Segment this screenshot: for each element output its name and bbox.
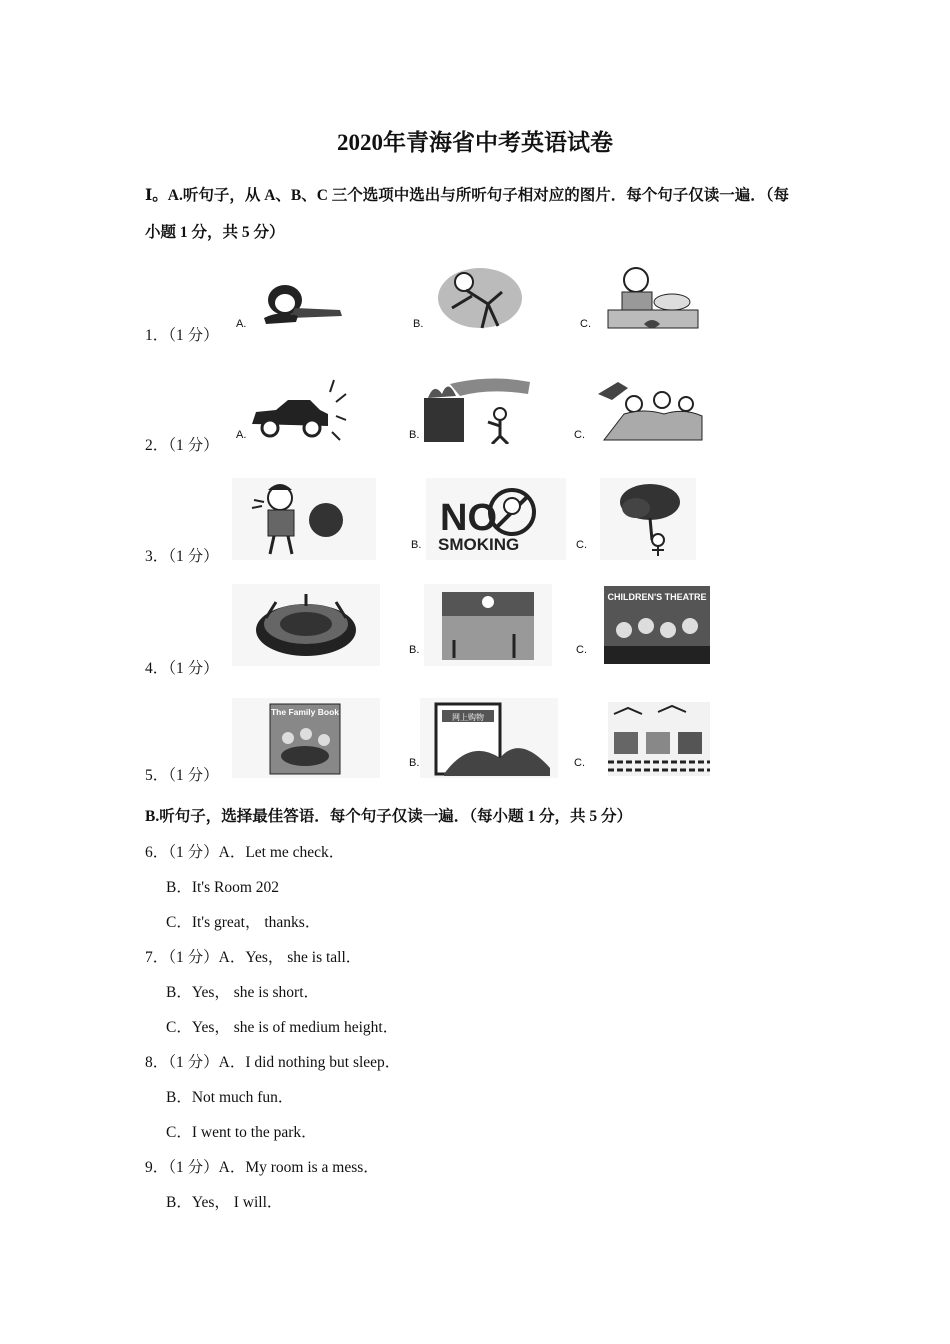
smoking-text: SMOKING	[438, 535, 520, 554]
coughing-person-icon	[232, 478, 376, 560]
q9-option-a: 9．（1 分）A．My room is a mess．	[145, 1159, 379, 1176]
family-book-icon	[232, 698, 380, 778]
house-fire-icon	[420, 374, 532, 444]
question-2-number: 2．（1 分）	[145, 437, 219, 454]
question-1-number: 1．（1 分）	[145, 327, 219, 344]
question-4-number: 4．（1 分）	[145, 660, 219, 677]
section-a-instruction-line1: Ⅰ。A.听句子，从 A、B、C 三个选项中选出与所听句子相对应的图片．每个句子仅读一遍．（每	[145, 187, 790, 204]
q1-option-a-label: A.	[236, 318, 247, 330]
q8-option-b: B．Not much fun．	[166, 1089, 294, 1106]
q3-option-c-label: C.	[576, 539, 587, 551]
no-text: NO	[440, 497, 497, 539]
q7-option-a: 7．（1 分）A．Yes， she is tall．	[145, 949, 362, 966]
question-3-number: 3．（1 分）	[145, 548, 219, 565]
q9-option-b: B．Yes， I will．	[166, 1194, 283, 1211]
football-field-icon	[424, 584, 552, 666]
q4-option-b-label: B.	[409, 644, 420, 656]
smoke-cloud-icon	[600, 478, 696, 560]
q5-option-b-label: B.	[409, 757, 420, 769]
section-b-instruction: B.听句子，选择最佳答语．每个句子仅读一遍．（每小题 1 分，共 5 分）	[145, 808, 632, 825]
q8-option-c: C．I went to the park．	[166, 1124, 317, 1141]
childrens-theatre-icon	[604, 586, 710, 664]
market-scene-icon	[608, 702, 710, 776]
section-a-instruction-line2: 小题 1 分，共 5 分）	[145, 224, 285, 241]
page-title: 2020年青海省中考英语试卷	[337, 130, 613, 155]
q6-option-b: B．It's Room 202	[166, 879, 280, 896]
online-shopping-icon	[420, 698, 558, 778]
no-smoking-sign-icon	[426, 478, 566, 560]
person-lying-icon	[250, 270, 350, 332]
q7-option-c: C．Yes， she is of medium height．	[166, 1019, 399, 1036]
question-5-number: 5．（1 分）	[145, 767, 219, 784]
shop-sign-text: 网上购物	[452, 713, 484, 722]
people-scene-icon	[594, 374, 708, 444]
person-cooking-icon	[600, 264, 704, 334]
q4-option-c-label: C.	[576, 644, 587, 656]
stadium-icon	[232, 584, 380, 666]
q2-option-b-label: B.	[409, 429, 420, 441]
car-crash-icon	[248, 374, 348, 444]
q2-option-a-label: A.	[236, 429, 247, 441]
q8-option-a: 8．（1 分）A．I did nothing but sleep．	[145, 1054, 401, 1071]
q5-option-c-label: C.	[574, 757, 585, 769]
family-book-title: The Family Book	[270, 707, 340, 717]
q6-option-a: 6．（1 分）A．Let me check．	[145, 844, 345, 861]
q1-option-b-label: B.	[413, 318, 424, 330]
q6-option-c: C．It's great， thanks．	[166, 914, 321, 931]
q2-option-c-label: C.	[574, 429, 585, 441]
q3-option-b-label: B.	[411, 539, 422, 551]
q1-option-c-label: C.	[580, 318, 591, 330]
person-falling-icon	[432, 262, 524, 334]
theatre-sign-text: CHILDREN'S THEATRE	[607, 592, 707, 602]
q7-option-b: B．Yes， she is short．	[166, 984, 320, 1001]
